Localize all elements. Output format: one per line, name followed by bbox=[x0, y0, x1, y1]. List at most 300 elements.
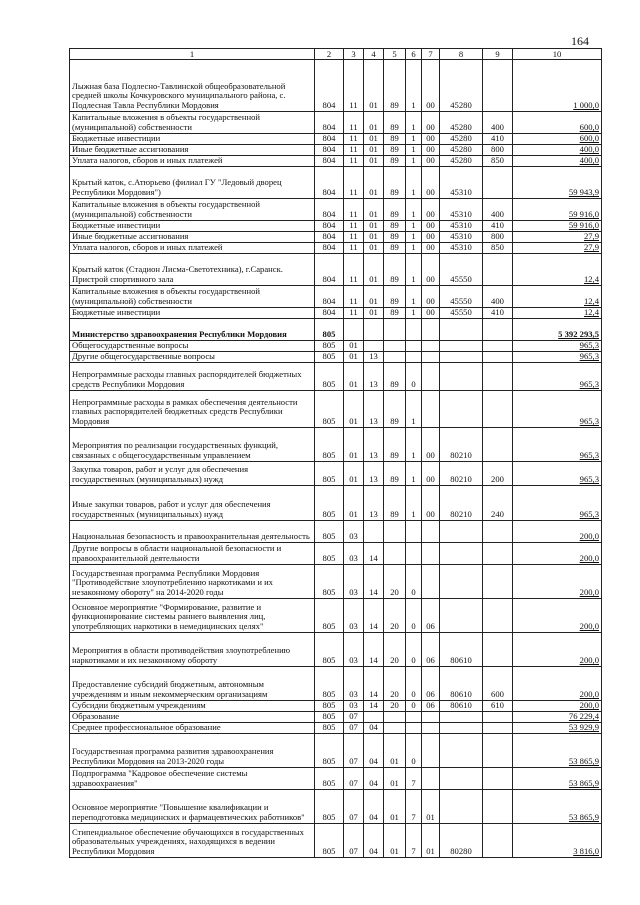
amount: 200,0 bbox=[513, 599, 602, 633]
code-program: 89 bbox=[384, 167, 406, 199]
row-name: Министерство здравоохранения Республики Мордовия bbox=[70, 319, 315, 341]
code-direction bbox=[440, 790, 483, 824]
code-subprogram: 0 bbox=[406, 565, 422, 599]
code-subsection: 01 bbox=[364, 112, 384, 134]
page-number: 164 bbox=[571, 34, 589, 48]
code-subsection bbox=[364, 319, 384, 341]
row-name: Бюджетные инвестиции bbox=[70, 221, 315, 232]
code-direction: 80210 bbox=[440, 486, 483, 521]
code-program: 89 bbox=[384, 243, 406, 254]
code-subsection: 01 bbox=[364, 308, 384, 319]
row-name: Субсидии бюджетным учреждениям bbox=[70, 701, 315, 712]
table-row bbox=[70, 486, 602, 521]
code-subsection: 01 bbox=[364, 221, 384, 232]
code-ministry: 804 bbox=[315, 134, 344, 145]
table-row bbox=[70, 667, 602, 701]
code-subprogram bbox=[406, 521, 422, 543]
code-section: 01 bbox=[344, 428, 364, 462]
amount: 400,0 bbox=[513, 156, 602, 167]
code-subprogram bbox=[406, 352, 422, 363]
code-subsection: 01 bbox=[364, 286, 384, 308]
amount: 12,4 bbox=[513, 286, 602, 308]
amount: 965,3 bbox=[513, 391, 602, 428]
code-ministry: 805 bbox=[315, 723, 344, 734]
code-ministry: 804 bbox=[315, 221, 344, 232]
row-name: Капитальные вложения в объекты государственной (муниципальной) собственности bbox=[70, 112, 315, 134]
code-expense-type: 200 bbox=[483, 462, 513, 486]
code-activity: 00 bbox=[422, 254, 440, 286]
code-ministry: 804 bbox=[315, 167, 344, 199]
table-row bbox=[70, 824, 602, 858]
code-expense-type bbox=[483, 391, 513, 428]
row-name: Бюджетные инвестиции bbox=[70, 134, 315, 145]
code-section: 11 bbox=[344, 199, 364, 221]
code-ministry: 804 bbox=[315, 243, 344, 254]
table-row bbox=[70, 199, 602, 221]
code-section: 01 bbox=[344, 486, 364, 521]
header-cell: 1 bbox=[70, 49, 315, 60]
code-section: 03 bbox=[344, 667, 364, 701]
code-expense-type bbox=[483, 167, 513, 199]
code-expense-type bbox=[483, 254, 513, 286]
table-row bbox=[70, 145, 602, 156]
code-subsection: 04 bbox=[364, 723, 384, 734]
code-ministry: 805 bbox=[315, 486, 344, 521]
code-activity: 06 bbox=[422, 633, 440, 667]
code-subsection: 14 bbox=[364, 667, 384, 701]
row-name: Государственная программа Республики Мордовия "Противодействие злоупотреблению наркотиками и их незаконному обороту" на 2014-2020 годы bbox=[70, 565, 315, 599]
code-activity: 06 bbox=[422, 599, 440, 633]
table-row bbox=[70, 701, 602, 712]
code-expense-type bbox=[483, 790, 513, 824]
code-ministry: 805 bbox=[315, 599, 344, 633]
code-subprogram: 1 bbox=[406, 254, 422, 286]
code-subprogram bbox=[406, 723, 422, 734]
code-activity bbox=[422, 391, 440, 428]
code-direction bbox=[440, 599, 483, 633]
code-subprogram: 0 bbox=[406, 633, 422, 667]
amount: 200,0 bbox=[513, 667, 602, 701]
code-direction bbox=[440, 341, 483, 352]
code-expense-type bbox=[483, 341, 513, 352]
amount: 965,3 bbox=[513, 352, 602, 363]
row-name: Мероприятия в области противодействия злоупотреблению наркотиками и их незаконному обороту bbox=[70, 633, 315, 667]
table-row bbox=[70, 341, 602, 352]
amount: 965,3 bbox=[513, 462, 602, 486]
code-expense-type bbox=[483, 363, 513, 391]
code-subsection bbox=[364, 341, 384, 352]
table-row bbox=[70, 565, 602, 599]
code-subsection: 13 bbox=[364, 363, 384, 391]
code-activity bbox=[422, 723, 440, 734]
amount: 600,0 bbox=[513, 112, 602, 134]
code-ministry: 805 bbox=[315, 521, 344, 543]
code-expense-type: 800 bbox=[483, 145, 513, 156]
code-ministry: 805 bbox=[315, 824, 344, 858]
amount: 59 943,9 bbox=[513, 167, 602, 199]
amount: 965,3 bbox=[513, 428, 602, 462]
row-name: Непрограммные расходы главных распорядителей бюджетных средств Республики Мордовия bbox=[70, 363, 315, 391]
code-activity bbox=[422, 768, 440, 790]
code-direction: 80210 bbox=[440, 428, 483, 462]
code-activity bbox=[422, 341, 440, 352]
code-subsection: 01 bbox=[364, 60, 384, 112]
code-expense-type bbox=[483, 521, 513, 543]
code-subsection: 14 bbox=[364, 701, 384, 712]
code-subprogram: 1 bbox=[406, 134, 422, 145]
code-ministry: 805 bbox=[315, 341, 344, 352]
code-subsection: 04 bbox=[364, 768, 384, 790]
code-section: 11 bbox=[344, 134, 364, 145]
header-cell: 7 bbox=[422, 49, 440, 60]
code-direction bbox=[440, 352, 483, 363]
code-direction: 45280 bbox=[440, 134, 483, 145]
code-subprogram: 0 bbox=[406, 599, 422, 633]
amount: 200,0 bbox=[513, 565, 602, 599]
code-direction bbox=[440, 391, 483, 428]
code-section: 01 bbox=[344, 352, 364, 363]
code-program bbox=[384, 319, 406, 341]
code-program bbox=[384, 341, 406, 352]
code-subprogram: 1 bbox=[406, 308, 422, 319]
table-row bbox=[70, 599, 602, 633]
code-section: 01 bbox=[344, 391, 364, 428]
table-row bbox=[70, 712, 602, 723]
code-activity: 06 bbox=[422, 667, 440, 701]
code-direction bbox=[440, 565, 483, 599]
code-direction: 45550 bbox=[440, 254, 483, 286]
code-subsection: 01 bbox=[364, 232, 384, 243]
code-expense-type: 410 bbox=[483, 308, 513, 319]
code-activity: 00 bbox=[422, 156, 440, 167]
code-section: 03 bbox=[344, 543, 364, 565]
code-ministry: 804 bbox=[315, 308, 344, 319]
row-name: Среднее профессиональное образование bbox=[70, 723, 315, 734]
code-subprogram: 1 bbox=[406, 232, 422, 243]
code-program: 89 bbox=[384, 363, 406, 391]
table-row bbox=[70, 352, 602, 363]
code-activity: 00 bbox=[422, 243, 440, 254]
code-activity: 00 bbox=[422, 134, 440, 145]
code-expense-type: 800 bbox=[483, 232, 513, 243]
code-subprogram: 1 bbox=[406, 167, 422, 199]
code-program: 89 bbox=[384, 391, 406, 428]
amount: 12,4 bbox=[513, 308, 602, 319]
code-subsection: 04 bbox=[364, 824, 384, 858]
amount: 12,4 bbox=[513, 254, 602, 286]
code-section: 03 bbox=[344, 521, 364, 543]
amount: 76 229,4 bbox=[513, 712, 602, 723]
code-activity: 00 bbox=[422, 486, 440, 521]
code-subprogram bbox=[406, 543, 422, 565]
row-name: Основное мероприятие "Формирование, развитие и функционирование системы раннего выявления лиц, употребляющих наркотики в немедицинских целях" bbox=[70, 599, 315, 633]
code-subsection: 13 bbox=[364, 462, 384, 486]
row-name: Иные закупки товаров, работ и услуг для обеспечения государственных (муниципальных) нужд bbox=[70, 486, 315, 521]
code-section: 03 bbox=[344, 633, 364, 667]
code-expense-type: 610 bbox=[483, 701, 513, 712]
amount: 27,9 bbox=[513, 232, 602, 243]
code-section: 07 bbox=[344, 824, 364, 858]
table-row bbox=[70, 723, 602, 734]
amount: 965,3 bbox=[513, 341, 602, 352]
code-direction: 45280 bbox=[440, 145, 483, 156]
code-ministry: 805 bbox=[315, 712, 344, 723]
code-expense-type bbox=[483, 319, 513, 341]
code-direction bbox=[440, 319, 483, 341]
code-program: 89 bbox=[384, 286, 406, 308]
code-ministry: 805 bbox=[315, 701, 344, 712]
code-program: 89 bbox=[384, 221, 406, 232]
table-row bbox=[70, 112, 602, 134]
table-row bbox=[70, 462, 602, 486]
amount: 200,0 bbox=[513, 543, 602, 565]
row-name: Подпрограмма "Кадровое обеспечение системы здравоохранения" bbox=[70, 768, 315, 790]
code-activity bbox=[422, 352, 440, 363]
amount: 600,0 bbox=[513, 134, 602, 145]
table-row bbox=[70, 286, 602, 308]
code-activity: 01 bbox=[422, 790, 440, 824]
row-name: Иные бюджетные ассигнования bbox=[70, 232, 315, 243]
code-subsection: 13 bbox=[364, 391, 384, 428]
header-cell: 4 bbox=[364, 49, 384, 60]
code-section: 07 bbox=[344, 790, 364, 824]
code-expense-type: 850 bbox=[483, 243, 513, 254]
table-row bbox=[70, 768, 602, 790]
code-subsection: 14 bbox=[364, 633, 384, 667]
table-row bbox=[70, 232, 602, 243]
row-name: Другие вопросы в области национальной безопасности и правоохранительной деятельности bbox=[70, 543, 315, 565]
code-direction: 45550 bbox=[440, 286, 483, 308]
code-subprogram: 0 bbox=[406, 734, 422, 768]
code-expense-type: 240 bbox=[483, 486, 513, 521]
code-direction bbox=[440, 521, 483, 543]
code-subprogram: 1 bbox=[406, 462, 422, 486]
code-direction: 45280 bbox=[440, 60, 483, 112]
code-section: 07 bbox=[344, 712, 364, 723]
code-activity: 01 bbox=[422, 824, 440, 858]
code-ministry: 804 bbox=[315, 112, 344, 134]
code-direction: 45310 bbox=[440, 232, 483, 243]
code-subprogram: 1 bbox=[406, 60, 422, 112]
code-subsection: 14 bbox=[364, 599, 384, 633]
amount: 965,3 bbox=[513, 486, 602, 521]
row-name: Образование bbox=[70, 712, 315, 723]
row-name: Лыжная база Подлесно-Тавлинской общеобразовательной средней школы Кочкуровского муниципального района, с. Подлесная Тавла Республики Мордовия bbox=[70, 60, 315, 112]
code-subprogram: 1 bbox=[406, 221, 422, 232]
code-activity bbox=[422, 712, 440, 723]
code-section: 11 bbox=[344, 145, 364, 156]
row-name: Другие общегосударственные вопросы bbox=[70, 352, 315, 363]
code-program: 89 bbox=[384, 145, 406, 156]
code-expense-type bbox=[483, 824, 513, 858]
row-name: Крытый каток, с.Атюрьево (филиал ГУ "Ледовый дворец Республики Мордовия") bbox=[70, 167, 315, 199]
row-name: Общегосударственные вопросы bbox=[70, 341, 315, 352]
code-ministry: 805 bbox=[315, 790, 344, 824]
code-direction: 45310 bbox=[440, 221, 483, 232]
row-name: Государственная программа развития здравоохранения Республики Мордовия на 2013-2020 годы bbox=[70, 734, 315, 768]
code-direction: 45310 bbox=[440, 167, 483, 199]
code-subprogram: 7 bbox=[406, 790, 422, 824]
code-subprogram bbox=[406, 319, 422, 341]
code-direction: 80610 bbox=[440, 667, 483, 701]
code-program: 20 bbox=[384, 701, 406, 712]
code-expense-type: 400 bbox=[483, 112, 513, 134]
code-subsection: 01 bbox=[364, 254, 384, 286]
table-row bbox=[70, 543, 602, 565]
row-name: Уплата налогов, сборов и иных платежей bbox=[70, 156, 315, 167]
amount: 200,0 bbox=[513, 521, 602, 543]
code-subprogram: 1 bbox=[406, 112, 422, 134]
header-cell: 3 bbox=[344, 49, 364, 60]
code-program: 89 bbox=[384, 462, 406, 486]
table-row bbox=[70, 521, 602, 543]
code-subsection: 01 bbox=[364, 156, 384, 167]
table-row bbox=[70, 221, 602, 232]
code-ministry: 804 bbox=[315, 254, 344, 286]
row-name: Иные бюджетные ассигнования bbox=[70, 145, 315, 156]
code-subsection bbox=[364, 521, 384, 543]
code-section: 03 bbox=[344, 701, 364, 712]
code-program bbox=[384, 543, 406, 565]
code-subsection: 01 bbox=[364, 145, 384, 156]
table-row bbox=[70, 308, 602, 319]
code-section: 11 bbox=[344, 221, 364, 232]
code-expense-type: 400 bbox=[483, 199, 513, 221]
code-expense-type bbox=[483, 768, 513, 790]
code-section: 01 bbox=[344, 341, 364, 352]
amount: 400,0 bbox=[513, 145, 602, 156]
code-section bbox=[344, 319, 364, 341]
code-expense-type bbox=[483, 565, 513, 599]
code-ministry: 805 bbox=[315, 391, 344, 428]
code-ministry: 805 bbox=[315, 352, 344, 363]
code-program: 20 bbox=[384, 599, 406, 633]
code-direction bbox=[440, 723, 483, 734]
row-name: Капитальные вложения в объекты государственной (муниципальной) собственности bbox=[70, 286, 315, 308]
code-ministry: 805 bbox=[315, 462, 344, 486]
code-expense-type: 400 bbox=[483, 286, 513, 308]
code-ministry: 805 bbox=[315, 363, 344, 391]
code-subsection: 01 bbox=[364, 167, 384, 199]
table-row bbox=[70, 254, 602, 286]
amount: 1 000,0 bbox=[513, 60, 602, 112]
code-direction bbox=[440, 768, 483, 790]
code-ministry: 804 bbox=[315, 232, 344, 243]
table-row bbox=[70, 319, 602, 341]
table-row bbox=[70, 134, 602, 145]
code-ministry: 805 bbox=[315, 428, 344, 462]
code-direction: 80610 bbox=[440, 633, 483, 667]
code-subsection bbox=[364, 712, 384, 723]
code-direction: 45310 bbox=[440, 199, 483, 221]
code-program: 20 bbox=[384, 667, 406, 701]
code-expense-type bbox=[483, 599, 513, 633]
code-activity: 00 bbox=[422, 199, 440, 221]
code-activity bbox=[422, 565, 440, 599]
row-name: Стипендиальное обеспечение обучающихся в государственных образовательных учреждениях, находящихся в ведении Республики Мордовия bbox=[70, 824, 315, 858]
header-row bbox=[70, 49, 602, 60]
header-cell: 5 bbox=[384, 49, 406, 60]
code-activity bbox=[422, 543, 440, 565]
header-cell: 6 bbox=[406, 49, 422, 60]
amount: 53 865,9 bbox=[513, 768, 602, 790]
code-subprogram: 0 bbox=[406, 667, 422, 701]
code-ministry: 804 bbox=[315, 286, 344, 308]
code-section: 11 bbox=[344, 167, 364, 199]
code-expense-type bbox=[483, 723, 513, 734]
code-activity bbox=[422, 521, 440, 543]
code-subprogram: 1 bbox=[406, 428, 422, 462]
code-subsection: 01 bbox=[364, 243, 384, 254]
table-row bbox=[70, 391, 602, 428]
code-activity: 00 bbox=[422, 60, 440, 112]
header-cell: 2 bbox=[315, 49, 344, 60]
table-body bbox=[70, 60, 602, 858]
code-subprogram: 1 bbox=[406, 391, 422, 428]
row-name: Предоставление субсидий бюджетным, автономным учреждениям и иным некоммерческим организациям bbox=[70, 667, 315, 701]
table-row bbox=[70, 243, 602, 254]
code-ministry: 805 bbox=[315, 543, 344, 565]
code-subsection: 14 bbox=[364, 543, 384, 565]
budget-table bbox=[69, 48, 602, 858]
code-expense-type bbox=[483, 712, 513, 723]
code-subsection: 14 bbox=[364, 565, 384, 599]
code-activity: 00 bbox=[422, 428, 440, 462]
code-subsection: 13 bbox=[364, 428, 384, 462]
code-section: 11 bbox=[344, 243, 364, 254]
code-expense-type bbox=[483, 734, 513, 768]
code-program bbox=[384, 712, 406, 723]
header-cell: 8 bbox=[440, 49, 483, 60]
code-program: 89 bbox=[384, 156, 406, 167]
code-subprogram: 0 bbox=[406, 701, 422, 712]
code-activity: 00 bbox=[422, 145, 440, 156]
code-direction bbox=[440, 734, 483, 768]
code-subprogram: 7 bbox=[406, 768, 422, 790]
code-ministry: 804 bbox=[315, 145, 344, 156]
amount: 59 916,0 bbox=[513, 221, 602, 232]
code-subprogram bbox=[406, 712, 422, 723]
code-program: 01 bbox=[384, 824, 406, 858]
code-subprogram bbox=[406, 341, 422, 352]
code-program: 20 bbox=[384, 633, 406, 667]
row-name: Бюджетные инвестиции bbox=[70, 308, 315, 319]
code-subprogram: 1 bbox=[406, 145, 422, 156]
code-subsection: 04 bbox=[364, 734, 384, 768]
code-program: 89 bbox=[384, 428, 406, 462]
code-direction: 80610 bbox=[440, 701, 483, 712]
code-activity: 00 bbox=[422, 308, 440, 319]
code-section: 03 bbox=[344, 599, 364, 633]
header-cell: 9 bbox=[483, 49, 513, 60]
amount: 27,9 bbox=[513, 243, 602, 254]
code-section: 11 bbox=[344, 232, 364, 243]
code-program: 20 bbox=[384, 565, 406, 599]
header-cell: 10 bbox=[513, 49, 602, 60]
code-direction: 80210 bbox=[440, 462, 483, 486]
code-direction: 80280 bbox=[440, 824, 483, 858]
amount: 53 865,9 bbox=[513, 734, 602, 768]
code-expense-type bbox=[483, 428, 513, 462]
code-expense-type bbox=[483, 543, 513, 565]
code-ministry: 805 bbox=[315, 667, 344, 701]
code-expense-type: 600 bbox=[483, 667, 513, 701]
code-program bbox=[384, 352, 406, 363]
code-ministry: 805 bbox=[315, 734, 344, 768]
table-row bbox=[70, 734, 602, 768]
amount: 3 816,0 bbox=[513, 824, 602, 858]
table-row bbox=[70, 156, 602, 167]
